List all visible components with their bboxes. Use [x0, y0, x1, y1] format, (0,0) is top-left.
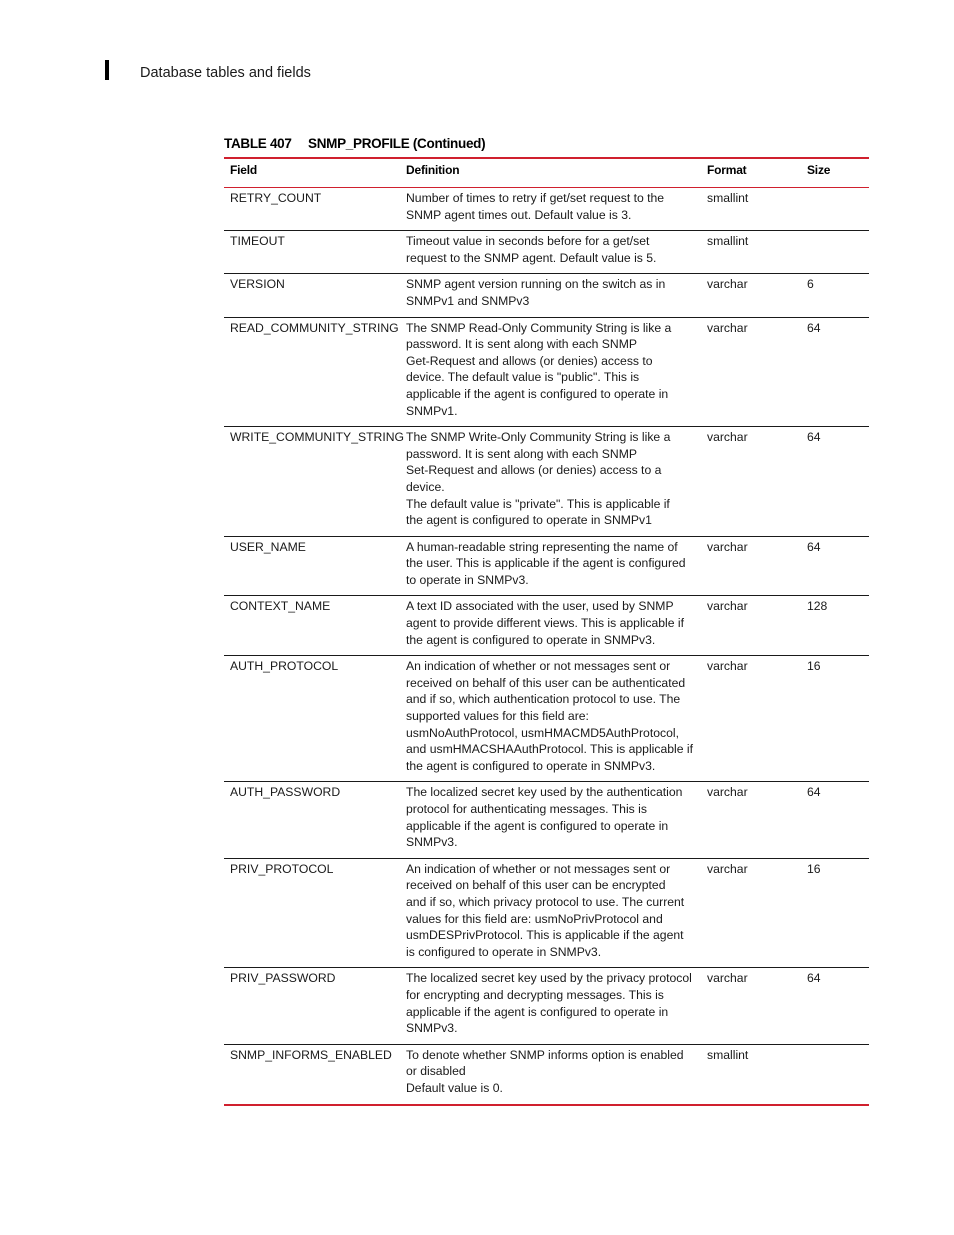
definition-line: password. It is sent along with each SNMP: [406, 337, 637, 352]
definition-line: applicable if the agent is configured to operate in: [406, 1004, 669, 1019]
definition-line: to operate in SNMPv3.: [406, 572, 529, 587]
format-cell: varchar: [701, 317, 801, 427]
format-cell: smallint: [701, 188, 801, 231]
table-row: [224, 231, 869, 274]
format-cell: varchar: [701, 858, 801, 968]
definition-line: The localized secret key used by the authentication: [406, 785, 683, 800]
size-cell: 64: [801, 427, 869, 537]
definition-line: supported values for this field are:: [406, 709, 589, 724]
definition-cell: [400, 536, 701, 596]
definition-line: Get-Request and allows (or denies) access to: [406, 353, 653, 368]
definition-line: the agent is configured to operate in SNMPv3.: [406, 632, 656, 647]
format-cell: varchar: [701, 968, 801, 1044]
table-row: [224, 188, 869, 231]
definition-line: The default value is "private". This is applicable if: [406, 496, 670, 511]
definition-line: A text ID associated with the user, used by SNMP: [406, 599, 674, 614]
table-row: [224, 968, 869, 1044]
definition-cell: [400, 656, 701, 782]
table-body: [224, 188, 869, 1105]
definition-line: The localized secret key used by the privacy protocol: [406, 971, 692, 986]
column-header-size: Size: [801, 158, 869, 188]
table-row: [224, 782, 869, 858]
field-name-cell: USER_NAME: [224, 536, 400, 596]
format-cell: varchar: [701, 427, 801, 537]
definition-line: usmNoAuthProtocol, usmHMACMD5AuthProtocol,: [406, 725, 679, 740]
definition-line: The SNMP Write-Only Community String is like a: [406, 430, 671, 445]
format-cell: varchar: [701, 782, 801, 858]
table-header-row: [224, 158, 869, 188]
definition-line: request to the SNMP agent. Default value is 5.: [406, 250, 657, 265]
definition-line: SNMPv1.: [406, 403, 458, 418]
definition-line: Default value is 0.: [406, 1080, 503, 1095]
size-cell: 64: [801, 782, 869, 858]
table-row: [224, 536, 869, 596]
margin-change-bar: [105, 60, 109, 80]
definition-cell: [400, 1044, 701, 1104]
field-name-cell: AUTH_PASSWORD: [224, 782, 400, 858]
definition-line: the user. This is applicable if the agent is configured: [406, 556, 686, 571]
field-name-cell: WRITE_COMMUNITY_STRING: [224, 427, 400, 537]
definition-line: received on behalf of this user can be authenticated: [406, 675, 686, 690]
definition-cell: [400, 858, 701, 968]
definition-line: device.: [406, 479, 445, 494]
format-cell: smallint: [707, 1047, 749, 1062]
definition-cell: [400, 596, 701, 656]
definition-line: SNMPv3.: [406, 835, 458, 850]
size-cell: 6: [801, 274, 869, 317]
definition-line: A human-readable string representing the name of: [406, 539, 678, 554]
definition-line: and if so, which privacy protocol to use. The current: [406, 894, 685, 909]
column-header-definition: Definition: [400, 158, 701, 188]
definition-line: the agent is configured to operate in SNMPv3.: [406, 758, 656, 773]
format-cell: varchar: [701, 596, 801, 656]
field-name-cell: READ_COMMUNITY_STRING: [224, 317, 400, 427]
definition-cell: [400, 427, 701, 537]
field-name-cell: PRIV_PROTOCOL: [224, 858, 400, 968]
definition-line: SNMP agent times out. Default value is 3.: [406, 207, 632, 222]
size-cell: 64: [801, 968, 869, 1044]
definition-line: SNMPv1 and SNMPv3: [406, 293, 530, 308]
size-cell: 16: [801, 858, 869, 968]
running-header: Database tables and fields: [140, 65, 311, 81]
size-cell: 64: [801, 536, 869, 596]
table-container: [224, 157, 869, 1106]
definition-line: values for this field are: usmNoPrivProtocol and: [406, 911, 663, 926]
definition-line: for encrypting and decrypting messages. This is: [406, 987, 664, 1002]
definition-cell: [400, 274, 701, 317]
field-name-cell: RETRY_COUNT: [224, 188, 400, 231]
table-row: [224, 596, 869, 656]
table-number: TABLE 407: [224, 136, 292, 151]
definition-line: Set-Request and allows (or denies) access to a: [406, 463, 662, 478]
field-name-cell: VERSION: [224, 274, 400, 317]
field-name-cell: CONTEXT_NAME: [224, 596, 400, 656]
table-row: [224, 274, 869, 317]
table-row: [224, 427, 869, 537]
column-header-field: Field: [224, 158, 400, 188]
table-row: [224, 1044, 869, 1104]
format-cell: varchar: [701, 656, 801, 782]
definition-line: The SNMP Read-Only Community String is like a: [406, 320, 672, 335]
table-row: [224, 858, 869, 968]
definition-line: An indication of whether or not messages sent or: [406, 659, 671, 674]
table-row: [224, 656, 869, 782]
field-name-cell: SNMP_INFORMS_ENABLED: [230, 1047, 392, 1062]
definition-line: agent to provide different views. This is applicable if: [406, 616, 684, 631]
snmp-profile-table: [224, 157, 869, 1106]
definition-line: To denote whether SNMP informs option is enabled: [406, 1047, 684, 1062]
definition-cell: [400, 968, 701, 1044]
definition-line: device. The default value is "public". This is: [406, 370, 640, 385]
definition-line: is configured to operate in SNMPv3.: [406, 944, 602, 959]
definition-line: the agent is configured to operate in SNMPv1: [406, 513, 652, 528]
definition-cell: [400, 188, 701, 231]
size-cell: 16: [801, 656, 869, 782]
definition-line: usmDESPrivProtocol. This is applicable if the agent: [406, 928, 684, 943]
column-header-format: Format: [701, 158, 801, 188]
table-row: [224, 317, 869, 427]
definition-line: applicable if the agent is configured to operate in: [406, 818, 669, 833]
definition-line: and usmHMACSHAAuthProtocol. This is applicable if: [406, 742, 693, 757]
definition-cell: [400, 317, 701, 427]
table-title: SNMP_PROFILE (Continued): [308, 136, 486, 151]
definition-line: received on behalf of this user can be encrypted: [406, 878, 666, 893]
definition-line: protocol for authenticating messages. This is: [406, 802, 647, 816]
definition-line: or disabled: [406, 1064, 466, 1079]
format-cell: varchar: [701, 274, 801, 317]
size-cell: [801, 188, 869, 231]
format-cell: smallint: [701, 231, 801, 274]
definition-line: and if so, which authentication protocol to use. The: [406, 692, 681, 707]
size-cell: 64: [801, 317, 869, 427]
definition-line: Timeout value in seconds before for a get/set: [406, 234, 650, 249]
size-cell: 128: [801, 596, 869, 656]
definition-cell: [400, 782, 701, 858]
size-cell: [801, 1044, 869, 1104]
field-name-cell: AUTH_PROTOCOL: [224, 656, 400, 782]
definition-cell: [400, 231, 701, 274]
definition-line: SNMPv3.: [406, 1021, 458, 1036]
definition-line: SNMP agent version running on the switch as in: [406, 277, 666, 292]
definition-line: password. It is sent along with each SNMP: [406, 446, 637, 461]
format-cell: varchar: [701, 536, 801, 596]
size-cell: [801, 231, 869, 274]
field-name-cell: PRIV_PASSWORD: [224, 968, 400, 1044]
definition-line: applicable if the agent is configured to operate in: [406, 386, 669, 401]
table-caption: [224, 136, 485, 151]
field-name-cell: TIMEOUT: [224, 231, 400, 274]
definition-line: An indication of whether or not messages sent or: [406, 861, 671, 876]
definition-line: Number of times to retry if get/set request to the: [406, 191, 665, 205]
